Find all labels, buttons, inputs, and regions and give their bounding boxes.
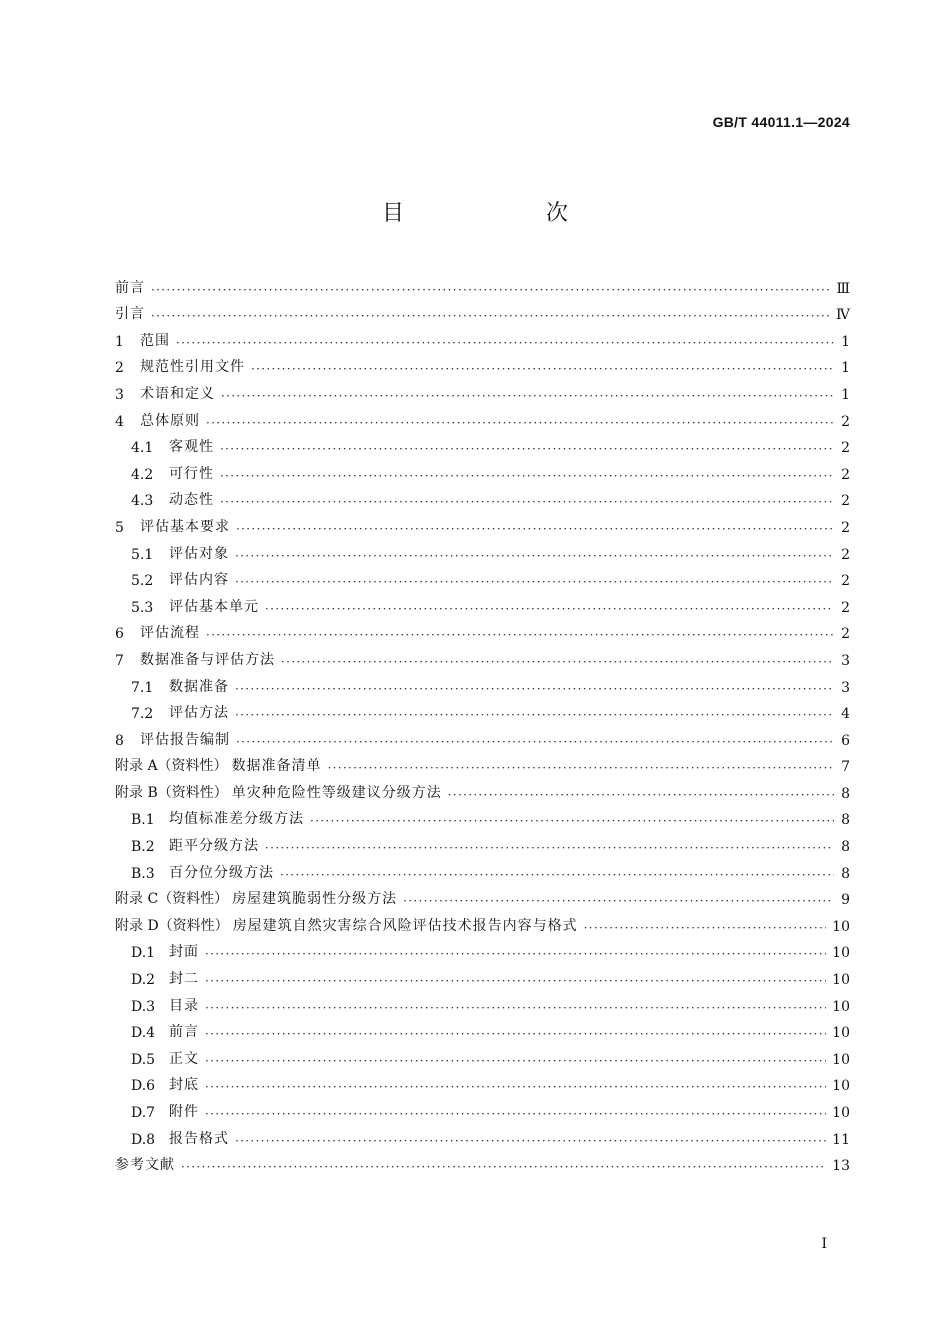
toc-entry-page: 2 (841, 413, 850, 430)
toc-entry-page: 10 (832, 918, 850, 935)
toc-entry-number: D.6 (131, 1078, 156, 1095)
toc-leader-dots (151, 309, 830, 323)
toc-entry-title: 均值标准差分级方法 (169, 811, 304, 828)
toc-entry-title: 评估对象 (169, 545, 229, 562)
toc-entry[interactable] (115, 935, 850, 962)
toc-entry[interactable] (115, 696, 850, 723)
toc-entry-title: 评估流程 (140, 625, 200, 642)
toc-leader-dots (206, 416, 834, 430)
toc-entry-title: 目录 (169, 997, 199, 1014)
toc-entry-page: 2 (841, 573, 850, 590)
toc-entry-number: 4.3 (131, 493, 154, 510)
toc-leader-dots (205, 1080, 826, 1094)
toc-leader-dots (220, 442, 834, 456)
toc-entry-number: D.3 (131, 998, 156, 1015)
toc-entry-number: B.3 (131, 865, 155, 882)
toc-entry-title: 封面 (169, 944, 199, 961)
toc-entry-number: B.2 (131, 839, 155, 856)
toc-entry-number: 附录 A（资料性） (115, 758, 228, 775)
toc-leader-dots (235, 575, 834, 589)
toc-entry-title: 报告格式 (169, 1130, 229, 1147)
toc-entry-number: 4.1 (131, 440, 154, 457)
toc-entry-title: 封底 (169, 1077, 199, 1094)
toc-entry-title: 评估基本要求 (140, 518, 230, 535)
toc-entry[interactable] (115, 1094, 850, 1121)
toc-leader-dots (584, 921, 826, 935)
toc-entry-page: 7 (841, 759, 850, 776)
toc-entry-page: 2 (841, 493, 850, 510)
toc-entry[interactable] (115, 802, 850, 829)
toc-entry[interactable] (115, 616, 850, 643)
toc-entry-page: Ⅳ (836, 307, 850, 324)
toc-entry-number: 附录 B（资料性） (115, 784, 228, 801)
toc-entry[interactable] (115, 775, 850, 802)
toc-entry-title: 参考文献 (115, 1157, 175, 1174)
toc-entry-number: 6 (115, 626, 124, 643)
toc-entry-number: B.1 (131, 812, 155, 829)
toc-entry[interactable] (115, 1121, 850, 1148)
toc-entry-number: 7.2 (131, 706, 154, 723)
toc-entry[interactable] (115, 403, 850, 430)
page-number: I (821, 1236, 827, 1252)
toc-entry-page: 8 (841, 785, 850, 802)
toc-entry-page: 2 (841, 440, 850, 457)
toc-entry-title: 评估内容 (169, 572, 229, 589)
toc-entry-number: 8 (115, 732, 124, 749)
toc-entry[interactable] (115, 483, 850, 510)
toc-entry-title: 动态性 (169, 492, 214, 509)
toc-entry[interactable] (115, 1015, 850, 1042)
toc-entry-number: D.7 (131, 1105, 156, 1121)
toc-leader-dots (310, 814, 834, 828)
toc-entry-number: 附录 C（资料性） (115, 891, 229, 908)
toc-entry[interactable] (115, 536, 850, 563)
toc-leader-dots (251, 362, 834, 376)
toc-entry-page: 8 (841, 812, 850, 829)
toc-entry-number: D.2 (131, 972, 156, 989)
toc-entry-title: 百分位分级方法 (169, 864, 274, 881)
toc-entry-page: 2 (841, 519, 850, 536)
toc-entry-title: 术语和定义 (140, 385, 215, 402)
toc-entry-title: 总体原则 (140, 412, 200, 429)
toc-entry-page: 10 (832, 972, 850, 989)
toc-entry-page: 1 (841, 360, 850, 377)
toc-leader-dots (205, 1027, 826, 1041)
toc-entry-number: D.5 (131, 1051, 156, 1068)
toc-leader-dots (235, 549, 834, 563)
toc-leader-dots (220, 469, 834, 483)
toc-entry[interactable] (115, 722, 850, 749)
toc-entry-title: 评估基本单元 (169, 598, 259, 615)
toc-entry[interactable] (115, 297, 850, 324)
standard-code: GB/T 44011.1—2024 (712, 114, 850, 130)
toc-entry-page: 10 (832, 1025, 850, 1042)
toc-entry-page: 8 (841, 865, 850, 882)
toc-entry[interactable] (115, 669, 850, 696)
toc-entry[interactable] (115, 1041, 850, 1068)
toc-leader-dots (181, 1160, 826, 1174)
toc-entry-title: 单灾种危险性等级建议分级方法 (231, 784, 442, 801)
toc-entry-number: 2 (115, 360, 124, 377)
toc-entry[interactable] (115, 908, 850, 935)
toc-entry-number: 附录 D（资料性） (115, 917, 229, 934)
toc-leader-dots (220, 495, 834, 509)
toc-entry-title: 范围 (140, 332, 170, 349)
toc-entry[interactable] (115, 749, 850, 776)
toc-leader-dots (151, 283, 830, 297)
page-title: 目 次 (381, 201, 628, 226)
toc-entry[interactable] (115, 323, 850, 350)
toc-entry-title: 规范性引用文件 (140, 359, 245, 376)
toc-entry-page: 1 (841, 333, 850, 350)
toc-entry-title: 数据准备与评估方法 (140, 651, 275, 668)
toc-entry-page: 2 (841, 546, 850, 563)
toc-entry-page: 9 (841, 892, 850, 909)
toc-leader-dots (235, 682, 834, 696)
toc-entry-number: 5.1 (131, 546, 154, 563)
toc-entry-number: 7.1 (131, 679, 154, 696)
toc-entry[interactable] (115, 350, 850, 377)
toc-leader-dots (205, 1054, 826, 1068)
toc-entry-number: 4 (115, 413, 124, 430)
toc-entry-number: D.8 (131, 1131, 156, 1148)
toc-entry-page: 4 (841, 706, 850, 723)
toc-entry-number: 1 (115, 333, 124, 350)
toc-entry-page: 11 (832, 1131, 850, 1148)
toc-entry[interactable] (115, 882, 850, 909)
toc-entry[interactable] (115, 430, 850, 457)
toc-entry-page: 2 (841, 626, 850, 643)
toc-entry-title: 前言 (169, 1024, 199, 1041)
toc-entry-page: 10 (832, 998, 850, 1015)
toc-leader-dots (206, 628, 834, 642)
toc-leader-dots (205, 1107, 826, 1121)
toc-entry-page: 2 (841, 599, 850, 616)
toc-entry[interactable] (115, 642, 850, 669)
toc-entry[interactable] (115, 509, 850, 536)
toc-leader-dots (236, 522, 834, 536)
toc-entry-title: 客观性 (169, 439, 214, 456)
toc-entry-number: 7 (115, 652, 124, 669)
toc-entry-page: 10 (832, 1051, 850, 1068)
toc-leader-dots (328, 761, 834, 775)
toc-entry-title: 评估方法 (169, 705, 229, 722)
toc-entry[interactable] (115, 376, 850, 403)
toc-entry-page: 10 (832, 945, 850, 962)
toc-entry-page: 6 (841, 732, 850, 749)
toc-entry-number: D.4 (131, 1025, 156, 1042)
toc-entry[interactable] (115, 456, 850, 483)
toc-entry[interactable] (115, 1068, 850, 1095)
toc-leader-dots (205, 974, 826, 988)
toc-leader-dots (235, 1134, 826, 1148)
toc-entry-title: 数据准备 (169, 678, 229, 695)
toc-entry-title: 评估报告编制 (140, 731, 230, 748)
toc-leader-dots (176, 336, 834, 350)
toc-entry-title: 附件 (169, 1104, 199, 1120)
toc-entry-page: 10 (832, 1078, 850, 1095)
toc-entry-page: 2 (841, 466, 850, 483)
toc-entry-title: 可行性 (169, 465, 214, 482)
toc-leader-dots (448, 788, 834, 802)
toc-entry-title: 距平分级方法 (169, 838, 259, 855)
toc-entry-page: 8 (841, 839, 850, 856)
toc-entry[interactable] (115, 855, 850, 882)
toc-leader-dots (281, 655, 834, 669)
toc-entry[interactable] (115, 589, 850, 616)
toc-entry[interactable] (115, 961, 850, 988)
toc-entry-page: 3 (841, 679, 850, 696)
toc-entry[interactable] (115, 270, 850, 297)
toc-entry-title: 数据准备清单 (231, 758, 322, 775)
toc-leader-dots (205, 947, 826, 961)
toc-leader-dots (235, 708, 834, 722)
toc-entry-title: 正文 (169, 1050, 199, 1067)
toc-entry[interactable] (115, 1148, 850, 1175)
toc-leader-dots (280, 868, 834, 882)
toc-entry[interactable] (115, 828, 850, 855)
toc-entry-title: 引言 (115, 306, 145, 323)
toc-leader-dots (403, 894, 834, 908)
toc-entry[interactable] (115, 563, 850, 590)
table-of-contents (115, 270, 850, 1174)
toc-entry-number: 3 (115, 386, 124, 403)
toc-entry[interactable] (115, 988, 850, 1015)
toc-entry-title: 房屋建筑自然灾害综合风险评估技术报告内容与格式 (232, 917, 578, 934)
toc-entry-number: 5.2 (131, 573, 154, 590)
toc-leader-dots (265, 602, 834, 616)
toc-entry-page: 1 (841, 386, 850, 403)
toc-entry-number: 4.2 (131, 466, 154, 483)
toc-entry-title: 封二 (169, 971, 199, 988)
toc-entry-title: 前言 (115, 279, 145, 296)
toc-leader-dots (221, 389, 834, 403)
toc-leader-dots (236, 735, 834, 749)
toc-leader-dots (265, 841, 834, 855)
toc-entry-number: D.1 (131, 945, 156, 962)
toc-leader-dots (205, 1001, 826, 1015)
toc-entry-title: 房屋建筑脆弱性分级方法 (232, 891, 398, 908)
toc-entry-page: 13 (832, 1158, 850, 1175)
toc-entry-page: Ⅲ (836, 280, 850, 297)
toc-entry-page: 10 (832, 1105, 850, 1121)
toc-entry-number: 5 (115, 519, 124, 536)
toc-entry-number: 5.3 (131, 599, 154, 616)
toc-entry-page: 3 (841, 652, 850, 669)
